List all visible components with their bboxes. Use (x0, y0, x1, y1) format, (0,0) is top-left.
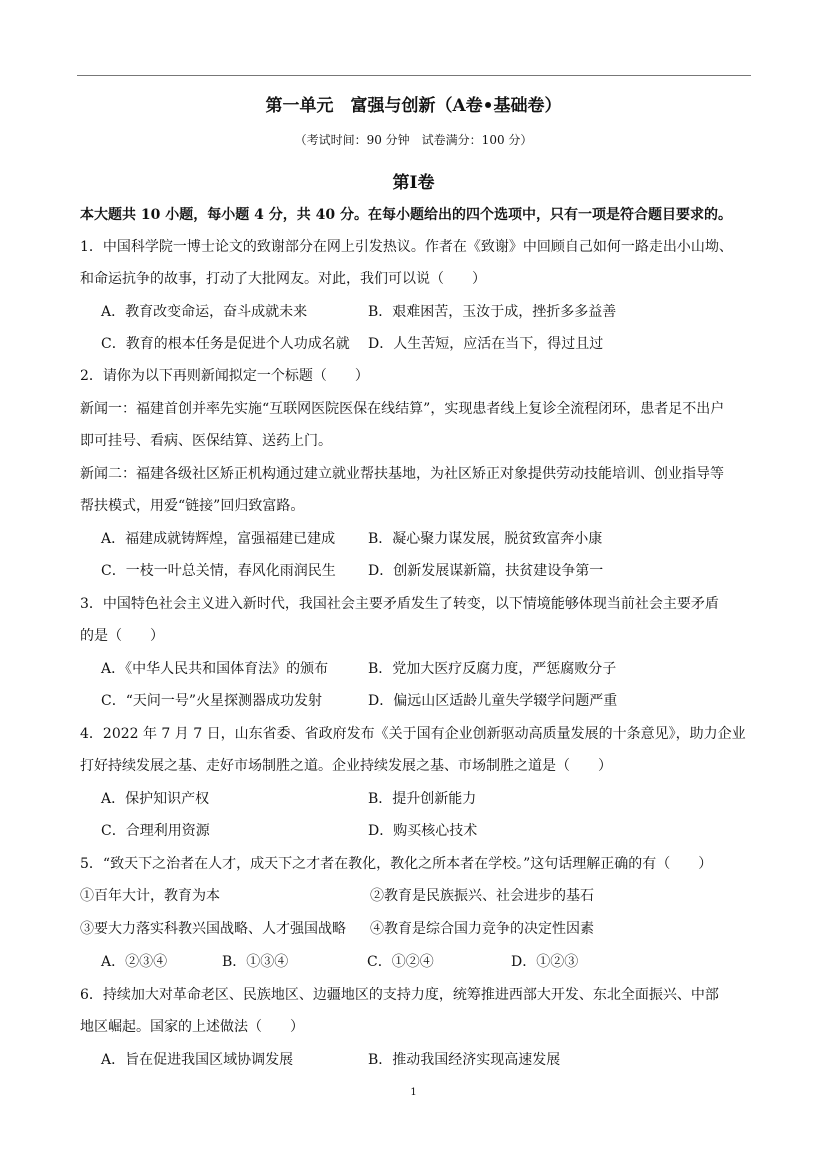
question-3-stem: 的是（ ） (80, 628, 164, 644)
page-title: 第一单元 富强与创新（A卷•基础卷） (265, 96, 562, 116)
question-2-news: 新闻二：福建各级社区矫正机构通过建立就业帮扶基地，为社区矫正对象提供劳动技能培训、创业指导等 (80, 466, 724, 482)
question-4-stem: 4．2022 年 7 月 7 日，山东省委、省政府发布《关于国有企业创新驱动高质量发展的十条意见》，助力企业 (80, 726, 746, 742)
question-6-stem: 6．持续加大对革命老区、民族地区、边疆地区的支持力度，统筹推进西部大开发、东北全面振兴、中部 (80, 987, 719, 1003)
question-5-option-b: B．①③④ (222, 954, 289, 970)
question-1-option-a: A．教育改变命运，奋斗成就未来 (101, 304, 308, 320)
question-3-option-a: A．《中华人民共和国体育法》的颁布 (101, 661, 329, 677)
question-3-option-d: D．偏远山区适龄儿童失学辍学问题严重 (368, 693, 618, 709)
question-1-option-d: D．人生苦短，应活在当下，得过且过 (368, 336, 604, 352)
question-2-news: 新闻一：福建首创并率先实施“互联网医院医保在线结算”，实现患者线上复诊全流程闭环，患者足不出户 (80, 401, 725, 417)
question-3-option-b: B．党加大医疗反腐力度，严惩腐败分子 (368, 661, 617, 677)
question-2-stem: 2．请你为以下再则新闻拟定一个标题（ ） (80, 368, 369, 384)
section-title: 第Ⅰ卷 (392, 173, 435, 193)
question-5-stem: 5．“致天下之治者在人才，成天下之才者在教化，教化之所本者在学校。”这句话理解正确的有（ ） (80, 856, 713, 872)
question-4-stem: 打好持续发展之基、走好市场制胜之道。企业持续发展之基、市场制胜之道是（ ） (80, 758, 612, 774)
question-5-option-c: C．①②④ (367, 954, 434, 970)
question-1-option-b: B．艰难困苦，玉汝于成，挫折多多益善 (368, 304, 617, 320)
question-4-option-d: D．购买核心技术 (368, 823, 478, 839)
question-6-option-a: A．旨在促进我国区域协调发展 (101, 1052, 294, 1068)
question-2-option-b: B．凝心聚力谋发展，脱贫致富奔小康 (368, 531, 603, 547)
question-2-news: 即可挂号、看病、医保结算、送药上门。 (80, 433, 332, 449)
question-5-option-a: A．②③④ (101, 954, 168, 970)
header-rule (77, 75, 751, 76)
question-1-option-c: C．教育的根本任务是促进个人功成名就 (101, 336, 350, 352)
question-2-option-d: D．创新发展谋新篇，扶贫建设争第一 (368, 563, 604, 579)
instructions: 本大题共 10 小题，每小题 4 分，共 40 分。在每小题给出的四个选项中，只有一项是符合题目要求的。 (80, 207, 732, 223)
question-3-stem: 3．中国特色社会主义进入新时代，我国社会主要矛盾发生了转变，以下情境能够体现当前社会主要矛盾 (80, 596, 719, 612)
question-2-option-a: A．福建成就铸辉煌，富强福建已建成 (101, 531, 336, 547)
exam-info: （考试时间：90 分钟 试卷满分：100 分） (294, 133, 533, 147)
question-5-statement-2: ②教育是民族振兴、社会进步的基石 (370, 888, 594, 904)
question-4-option-a: A．保护知识产权 (101, 791, 210, 807)
question-4-option-c: C．合理利用资源 (101, 823, 210, 839)
page-number: 1 (410, 1087, 417, 1098)
question-3-option-c: C．“天问一号”火星探测器成功发射 (101, 693, 323, 709)
question-5-statement-3: ③要大力落实科教兴国战略、人才强国战略 (80, 921, 346, 937)
question-5-statement-1: ①百年大计，教育为本 (80, 888, 220, 904)
question-2-news: 帮扶模式，用爱“链接”回归致富路。 (80, 498, 305, 514)
question-5-statement-4: ④教育是综合国力竞争的决定性因素 (370, 921, 594, 937)
question-5-option-d: D．①②③ (511, 954, 579, 970)
question-6-option-b: B．推动我国经济实现高速发展 (368, 1052, 561, 1068)
question-1-stem: 1．中国科学院一博士论文的致谢部分在网上引发热议。作者在《致谢》中回顾自己如何一路走出小山坳、 (80, 239, 733, 255)
question-6-stem: 地区崛起。国家的上述做法（ ） (80, 1019, 304, 1035)
question-2-option-c: C．一枝一叶总关情，春风化雨润民生 (101, 563, 336, 579)
question-1-stem: 和命运抗争的故事，打动了大批网友。对此，我们可以说（ ） (80, 271, 486, 287)
question-4-option-b: B．提升创新能力 (368, 791, 477, 807)
